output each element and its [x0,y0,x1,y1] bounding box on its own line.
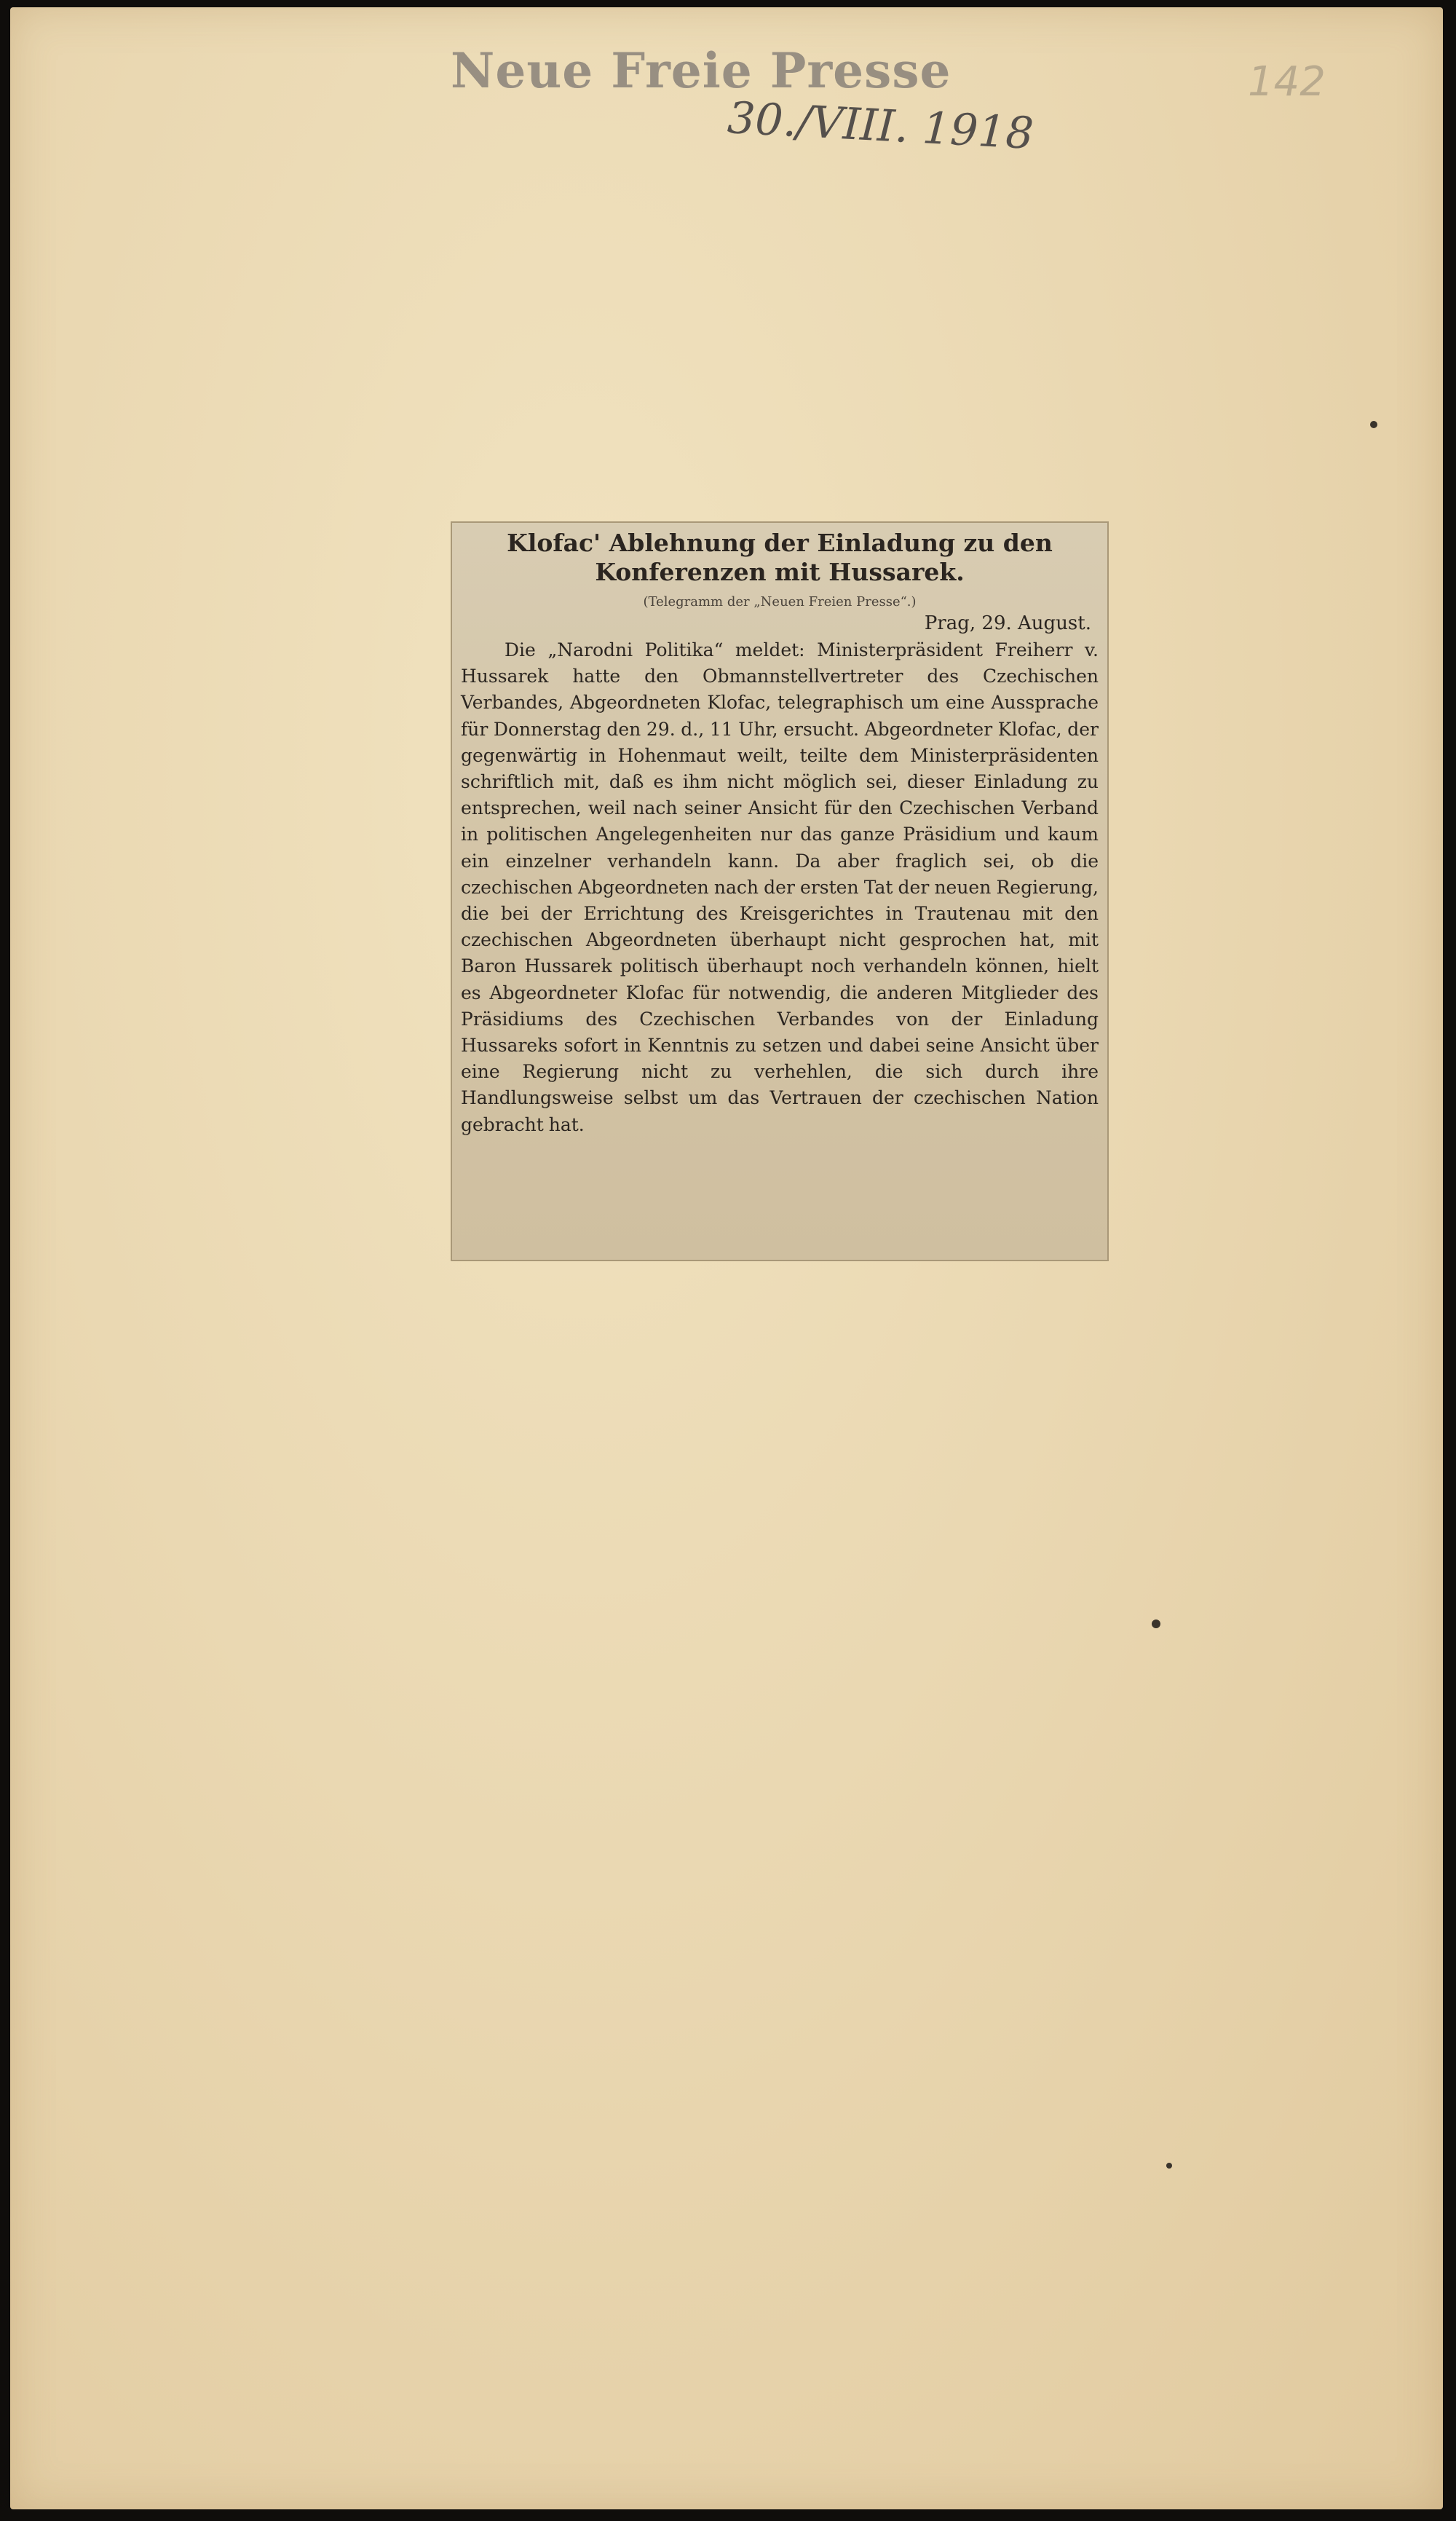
publication-stamp: Neue Freie Presse [451,42,951,99]
clipping-body: Die „Narodni Politika“ meldet: Ministerpräsident Freiherr v. Hussarek hatte den Obmannstellvertreter des Czechischen Verbandes, Abgeordneten Klofac, telegraphisch um eine Aussprache für Donnerstag den 29. d., 11 Uhr, ersucht. Abgeordneter Klofac, der gegenwärtig in Hohenmaut weilt, teilte dem Ministerpräsidenten schriftlich mit, daß es ihm nicht möglich sei, dieser Einladung zu entsprechen, weil nach seiner Ansicht für den Czechischen Verband in politischen Angelegenheiten nur das ganze Präsidium und kaum ein einzelner verhandeln kann. Da aber fraglich sei, ob die czechischen Abgeordneten nach der ersten Tat der neuen Regierung, die bei der Errichtung des Kreisgerichtes in Trautenau mit den czechischen Abgeordneten überhaupt nicht gesprochen hat, mit Baron Hussarek politisch überhaupt noch verhandeln können, hielt es Abgeordneter Klofac für notwendig, die anderen Mitglieder des Präsidiums des Czechischen Verbandes von der Einladung Hussareks sofort in Kenntnis zu setzen und dabei seine Ansicht über eine Regierung nicht zu verhehlen, die sich durch ihre Handlungsweise selbst um das Vertrauen der czechischen Nation gebracht hat. [461,639,1099,1135]
archive-sheet [10,7,1443,2509]
handwritten-date: 30./VIII. 1918 [726,92,1035,159]
clipping-subheadline: (Telegramm der „Neuen Freien Presse“.) [643,594,917,609]
clipping-dateline: Prag, 29. August. [924,612,1091,634]
clipping-headline: Klofac' Ablehnung der Einladung zu den Konferenzen mit Hussarek. [507,529,1053,586]
speck-mark [1370,421,1377,428]
speck-mark [1166,2163,1172,2169]
folio-number: 142 [1248,58,1326,106]
speck-mark [1152,1619,1160,1628]
newspaper-clipping [452,523,1107,1260]
